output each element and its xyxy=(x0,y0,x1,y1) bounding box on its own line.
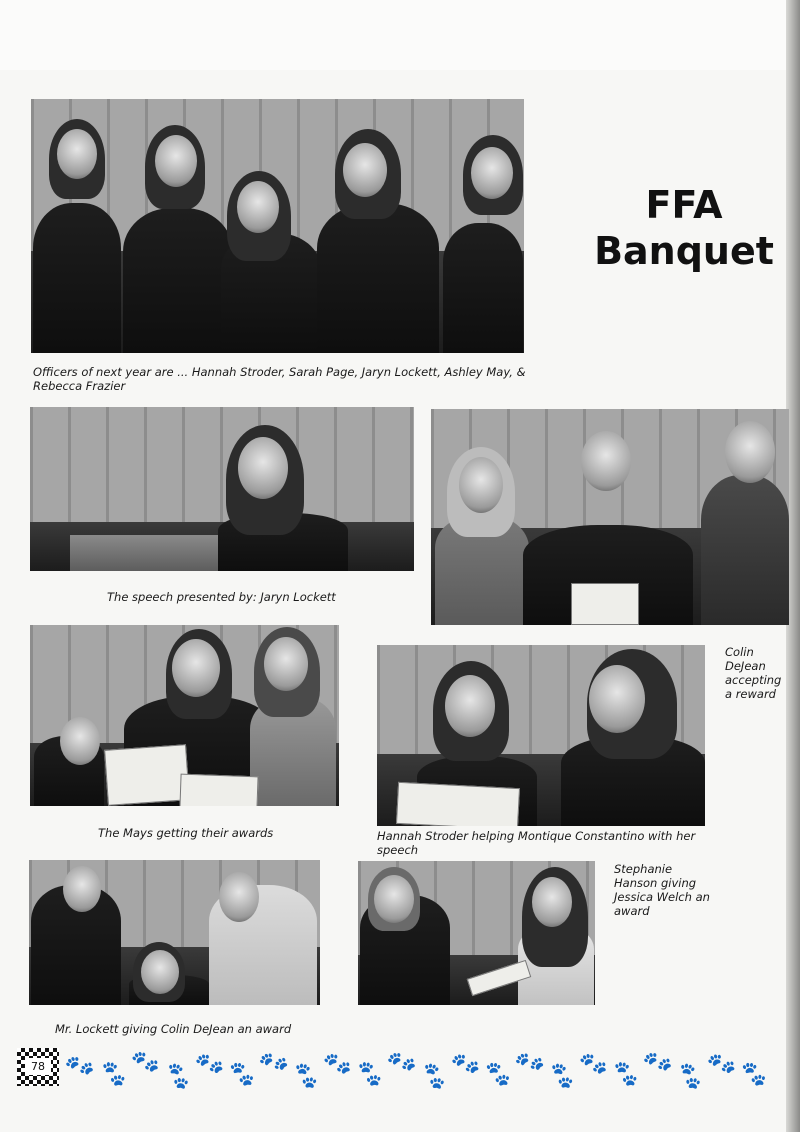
paw-icon: 🐾 xyxy=(384,1046,419,1079)
title-line2: Banquet xyxy=(594,229,774,273)
paw-icon: 🐾 xyxy=(226,1059,258,1090)
photo-colin xyxy=(431,409,789,625)
paw-icon: 🐾 xyxy=(353,1058,387,1091)
photo-stephanie xyxy=(358,861,595,1005)
title-line1: FFA xyxy=(645,183,723,227)
photo-lockett xyxy=(29,860,320,1005)
paw-icon: 🐾 xyxy=(544,1060,579,1093)
paw-icon: 🐾 xyxy=(130,1047,162,1078)
paw-icon: 🐾 xyxy=(482,1059,514,1090)
paw-icon: 🐾 xyxy=(512,1045,548,1080)
paw-icon: 🐾 xyxy=(640,1046,675,1079)
paw-icon: 🐾 xyxy=(416,1059,452,1094)
photo-mays xyxy=(30,625,339,806)
caption-speech: The speech presented by: Jaryn Lockett xyxy=(107,590,336,604)
caption-hannah: Hannah Stroder helping Montique Constantino with her speech xyxy=(377,829,696,857)
page-title xyxy=(584,182,784,274)
caption-officers: Officers of next year are ... Hannah Stroder, Sarah Page, Jaryn Lockett, Ashley May, & Rebecca Frazier xyxy=(33,365,526,393)
paw-icon: 🐾 xyxy=(322,1049,354,1080)
paw-icon: 🐾 xyxy=(256,1045,292,1080)
photo-officers xyxy=(31,99,524,353)
photo-speech xyxy=(30,407,414,571)
caption-mays: The Mays getting their awards xyxy=(98,826,274,840)
page-top-margin xyxy=(0,0,800,70)
paw-icon: 🐾 xyxy=(578,1049,610,1080)
caption-colin: Colin DeJean accepting a reward xyxy=(725,645,782,701)
paw-icon: 🐾 xyxy=(609,1058,643,1091)
caption-stephanie: Stephanie Hanson giving Jessica Welch an award xyxy=(614,862,710,918)
page-number: 78 xyxy=(25,1058,51,1075)
paw-icon: 🐾 xyxy=(193,1048,227,1081)
paw-icon: 🐾 xyxy=(97,1058,131,1091)
paw-icon: 🐾 xyxy=(160,1059,196,1094)
caption-lockett: Mr. Lockett giving Colin DeJean an award xyxy=(55,1022,292,1036)
paw-icon: 🐾 xyxy=(738,1059,770,1090)
paw-icon: 🐾 xyxy=(449,1048,483,1081)
photo-hannah xyxy=(377,645,705,826)
paw-icon: 🐾 xyxy=(288,1060,323,1093)
paw-print-border xyxy=(62,1045,790,1094)
paw-icon: 🐾 xyxy=(672,1059,708,1094)
page-number-badge xyxy=(17,1048,59,1086)
paw-icon: 🐾 xyxy=(62,1050,97,1083)
paw-icon: 🐾 xyxy=(705,1048,739,1081)
